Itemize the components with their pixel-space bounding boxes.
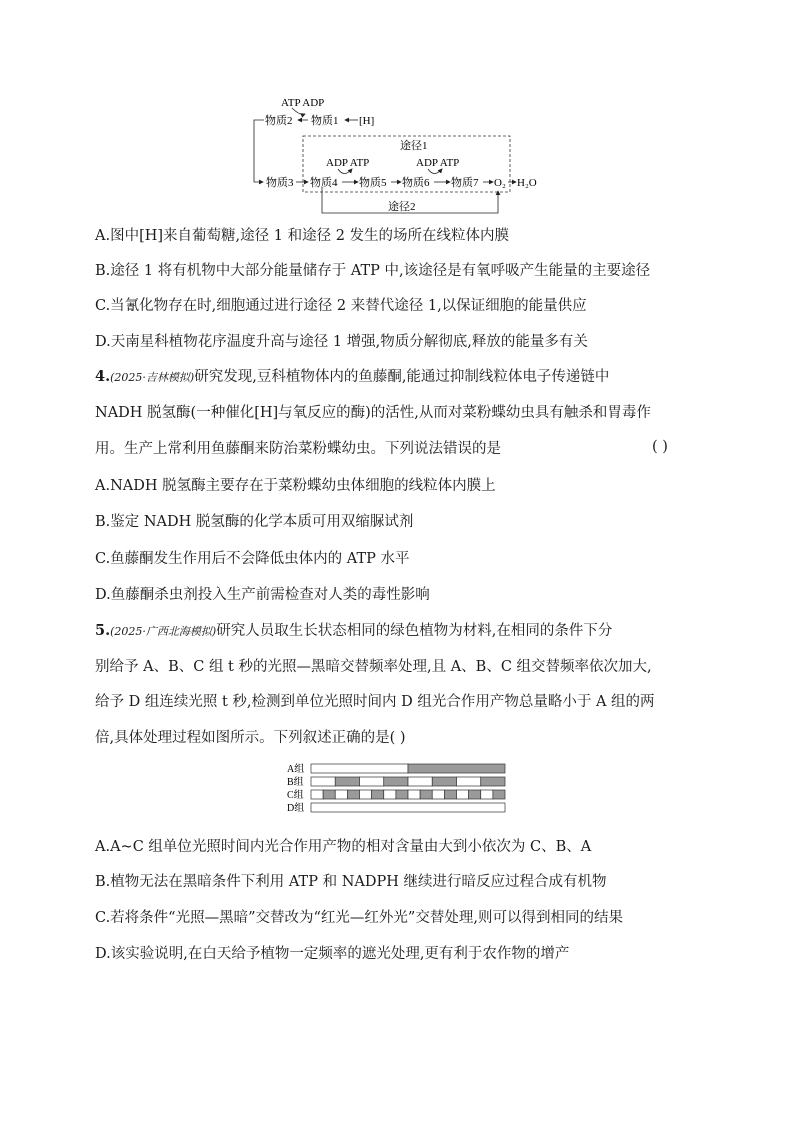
light-segment <box>311 803 505 812</box>
h2o-label: H₂O <box>517 177 537 189</box>
q5-stem-line4: 倍,具体处理过程如图所示。下列叙述正确的是( ) <box>95 730 406 746</box>
dark-segment <box>444 790 456 799</box>
dark-segment <box>432 777 456 786</box>
pathway-diagram <box>0 0 794 220</box>
h-label: [H] <box>359 115 375 127</box>
q5-stem-line1 <box>95 621 705 642</box>
q4-source: (2025·吉林模拟) <box>110 371 195 384</box>
light-segment <box>311 764 408 773</box>
dark-segment <box>323 790 335 799</box>
dark-segment <box>469 790 481 799</box>
group-label: C组 <box>287 790 304 801</box>
pathway2-label: 途径2 <box>388 201 416 213</box>
q5-option-c: C.若将条件“光照—黑暗”交替改为“红光—红外光”交替处理,则可以得到相同的结果 <box>95 910 623 926</box>
q4-option-c: C.鱼藤酮发生作用后不会降低虫体内的 ATP 水平 <box>95 551 410 567</box>
light-segment <box>457 777 481 786</box>
q5-source: (2025·广西北海模拟) <box>110 625 217 638</box>
light-segment <box>432 790 444 799</box>
q4-option-a: A.NADH 脱氢酶主要存在于菜粉蝶幼虫体细胞的线粒体内膜上 <box>95 478 496 494</box>
dark-segment <box>384 777 408 786</box>
light-segment <box>384 790 396 799</box>
q5-option-d: D.该实验说明,在白天给予植物一定频率的遮光处理,更有利于农作物的增产 <box>95 946 570 962</box>
light-dark-bars-diagram <box>285 762 525 822</box>
q3-option-b: B.途径 1 将有机物中大部分能量储存于 ATP 中,该途径是有氧呼吸产生能量的主要途径 <box>95 263 651 279</box>
dark-segment <box>481 777 505 786</box>
q5-stem-text1: 研究人员取生长状态相同的绿色植物为材料,在相同的条件下分 <box>216 623 613 639</box>
substance4-label: 物质4 <box>310 177 338 189</box>
q4-stem-line3: 用。生产上常利用鱼藤酮来防治菜粉蝶幼虫。下列说法错误的是 <box>95 441 501 457</box>
q5-option-b: B.植物无法在黑暗条件下利用 ATP 和 NADPH 继续进行暗反应过程合成有机物 <box>95 874 607 890</box>
light-segment <box>360 790 372 799</box>
q4-stem-line2: NADH 脱氢酶(一种催化[H]与氧反应的酶)的活性,从而对菜粉蝶幼虫具有触杀和胃毒作 <box>95 405 651 421</box>
q5-number: 5. <box>95 622 111 639</box>
substance3-label: 物质3 <box>266 177 294 189</box>
group-label: A组 <box>287 764 305 775</box>
q4-option-d: D.鱼藤酮杀虫剂投入生产前需检查对人类的毒性影响 <box>95 587 430 603</box>
pathway1-label: 途径1 <box>400 140 428 152</box>
substance7-label: 物质7 <box>451 177 479 189</box>
q5-option-a: A.A~C 组单位光照时间内光合作用产物的相对含量由大到小依次为 C、B、A <box>95 839 592 855</box>
group-label: B组 <box>287 777 304 788</box>
dark-segment <box>420 790 432 799</box>
q5-stem-line2: 别给予 A、B、C 组 t 秒的光照—黑暗交替频率处理,且 A、B、C 组交替频率依次加大, <box>95 659 652 675</box>
q3-option-c: C.当氰化物存在时,细胞通过进行途径 2 来替代途径 1,以保证细胞的能量供应 <box>95 298 587 314</box>
dark-segment <box>408 764 505 773</box>
dark-segment <box>372 790 384 799</box>
light-segment <box>311 777 335 786</box>
q3-option-d: D.天南星科植物花序温度升高与途径 1 增强,物质分解彻底,释放的能量多有关 <box>95 334 588 350</box>
light-segment <box>481 790 493 799</box>
substance2-label: 物质2 <box>265 115 293 127</box>
light-segment <box>408 777 432 786</box>
atp-adp-top-label: ATP ADP <box>281 97 325 109</box>
adp-atp-b-label: ADP ATP <box>416 157 460 169</box>
substance6-label: 物质6 <box>402 177 430 189</box>
light-segment <box>408 790 420 799</box>
substance1-label: 物质1 <box>311 115 339 127</box>
dark-segment <box>396 790 408 799</box>
light-segment <box>311 790 323 799</box>
q4-stem-text1: 研究发现,豆科植物体内的鱼藤酮,能通过抑制线粒体电子传递链中 <box>194 369 610 385</box>
adp-atp-a-label: ADP ATP <box>326 157 370 169</box>
q4-stem-line1 <box>95 367 705 388</box>
dark-segment <box>335 777 359 786</box>
q4-number: 4. <box>95 368 111 385</box>
q4-answer-bracket: ( ) <box>652 439 668 455</box>
dark-segment <box>347 790 359 799</box>
q4-option-b: B.鉴定 NADH 脱氢酶的化学本质可用双缩脲试剂 <box>95 514 414 530</box>
substance5-label: 物质5 <box>359 177 387 189</box>
q5-stem-line3: 给予 D 组连续光照 t 秒,检测到单位光照时间内 D 组光合作用产物总量略小于 A 组的两 <box>95 694 655 710</box>
light-segment <box>360 777 384 786</box>
light-segment <box>335 790 347 799</box>
light-segment <box>457 790 469 799</box>
o2-label: O₂ <box>494 177 506 189</box>
group-label: D组 <box>287 803 305 814</box>
dark-segment <box>493 790 505 799</box>
q3-option-a: A.图中[H]来自葡萄糖,途径 1 和途径 2 发生的场所在线粒体内膜 <box>95 228 510 244</box>
